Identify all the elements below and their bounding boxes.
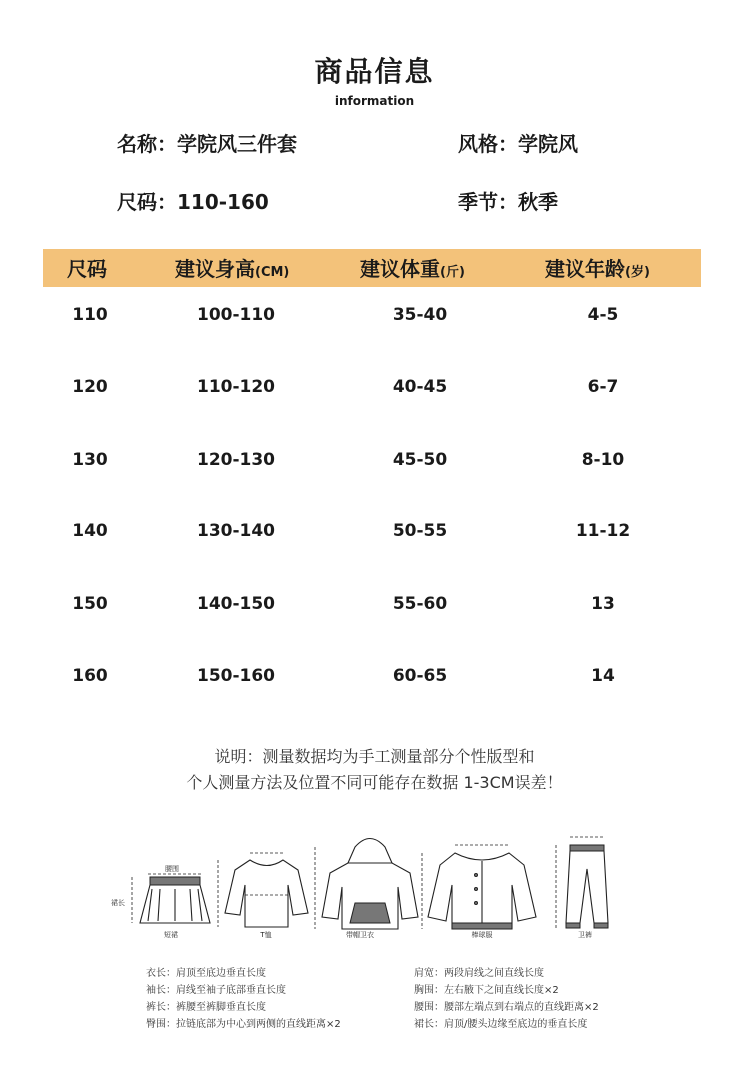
header-size-label: 尺码 <box>67 257 107 281</box>
baseball-jacket-diagram <box>422 845 536 929</box>
header-age-unit: (岁) <box>625 265 650 280</box>
table-cell: 4-5 <box>587 305 619 325</box>
table-cell: 140-150 <box>196 594 276 614</box>
legend-skirt-length: 裙长：肩顶/腰头边缘至底边的垂直长度 <box>414 1019 588 1030</box>
header-age-label: 建议年龄 <box>545 257 625 281</box>
table-cell: 13 <box>591 594 615 614</box>
table-cell: 40-45 <box>392 377 448 397</box>
table-cell: 6-7 <box>587 377 619 397</box>
table-cell: 110 <box>72 305 108 325</box>
table-cell: 60-65 <box>392 666 448 686</box>
table-cell: 130-140 <box>196 521 276 541</box>
table-cell: 110-120 <box>196 377 276 397</box>
header-weight <box>360 253 465 282</box>
table-cell: 120 <box>72 377 108 397</box>
measurement-note-line1: 说明：测量数据均为手工测量部分个性版型和 <box>214 747 535 766</box>
legend-sleeve: 袖长：肩线至袖子底部垂直长度 <box>146 985 286 996</box>
table-cell: 11-12 <box>575 521 631 541</box>
table-cell: 35-40 <box>392 305 448 325</box>
table-cell: 50-55 <box>392 521 448 541</box>
skirt-waist-mark: 腰围 <box>165 865 179 873</box>
header-size <box>67 253 107 282</box>
legend-shoulder: 肩宽：两段肩线之间直线长度 <box>414 968 544 979</box>
table-cell: 140 <box>72 521 108 541</box>
table-cell: 120-130 <box>196 450 276 470</box>
product-size: 尺码：110-160 <box>117 190 269 214</box>
header-height <box>175 253 289 282</box>
figure-label-skirt: 短裙 <box>164 931 178 939</box>
table-cell: 8-10 <box>581 450 625 470</box>
page-title: 商品信息 <box>314 55 435 88</box>
header-weight-unit: (斤) <box>440 265 465 280</box>
page-subtitle: information <box>334 94 415 108</box>
jogger-pants-diagram <box>556 837 608 928</box>
skirt-diagram <box>132 874 210 923</box>
legend-chest: 胸围：左右腋下之间直线长度×2 <box>414 985 559 996</box>
legend-waist: 腰围：腰部左端点到右端点的直线距离×2 <box>414 1002 599 1013</box>
hoodie-diagram <box>315 839 418 930</box>
header-age <box>545 253 650 282</box>
legend-pants-length: 裤长：裤腰至裤脚垂直长度 <box>146 1002 266 1013</box>
header-height-label: 建议身高 <box>175 257 255 281</box>
table-cell: 160 <box>72 666 108 686</box>
figure-label-hoodie: 带帽卫衣 <box>346 931 374 939</box>
product-name: 名称：学院风三件套 <box>117 132 297 156</box>
measurement-note-line2: 个人测量方法及位置不同可能存在数据 1-3CM误差！ <box>186 773 563 792</box>
table-cell: 130 <box>72 450 108 470</box>
figure-label-jogger-pants: 卫裤 <box>578 931 592 939</box>
tshirt-diagram <box>218 853 308 927</box>
table-cell: 45-50 <box>392 450 448 470</box>
header-weight-label: 建议体重 <box>360 257 440 281</box>
product-style: 风格：学院风 <box>458 132 578 156</box>
header-height-unit: (CM) <box>255 265 290 280</box>
product-season: 季节：秋季 <box>458 190 558 214</box>
skirt-length-mark: 裙长 <box>111 899 125 907</box>
table-cell: 14 <box>591 666 615 686</box>
table-cell: 150-160 <box>196 666 276 686</box>
figure-label-baseball-jacket: 棒球服 <box>471 931 493 939</box>
table-cell: 100-110 <box>196 305 276 325</box>
table-cell: 150 <box>72 594 108 614</box>
legend-length: 衣长：肩顶至底边垂直长度 <box>146 968 266 979</box>
legend-hip: 臀围：拉链底部为中心到两侧的直线距离×2 <box>146 1019 341 1030</box>
table-cell: 55-60 <box>392 594 448 614</box>
figure-label-tshirt: T恤 <box>260 931 272 939</box>
garment-diagrams <box>110 825 640 945</box>
